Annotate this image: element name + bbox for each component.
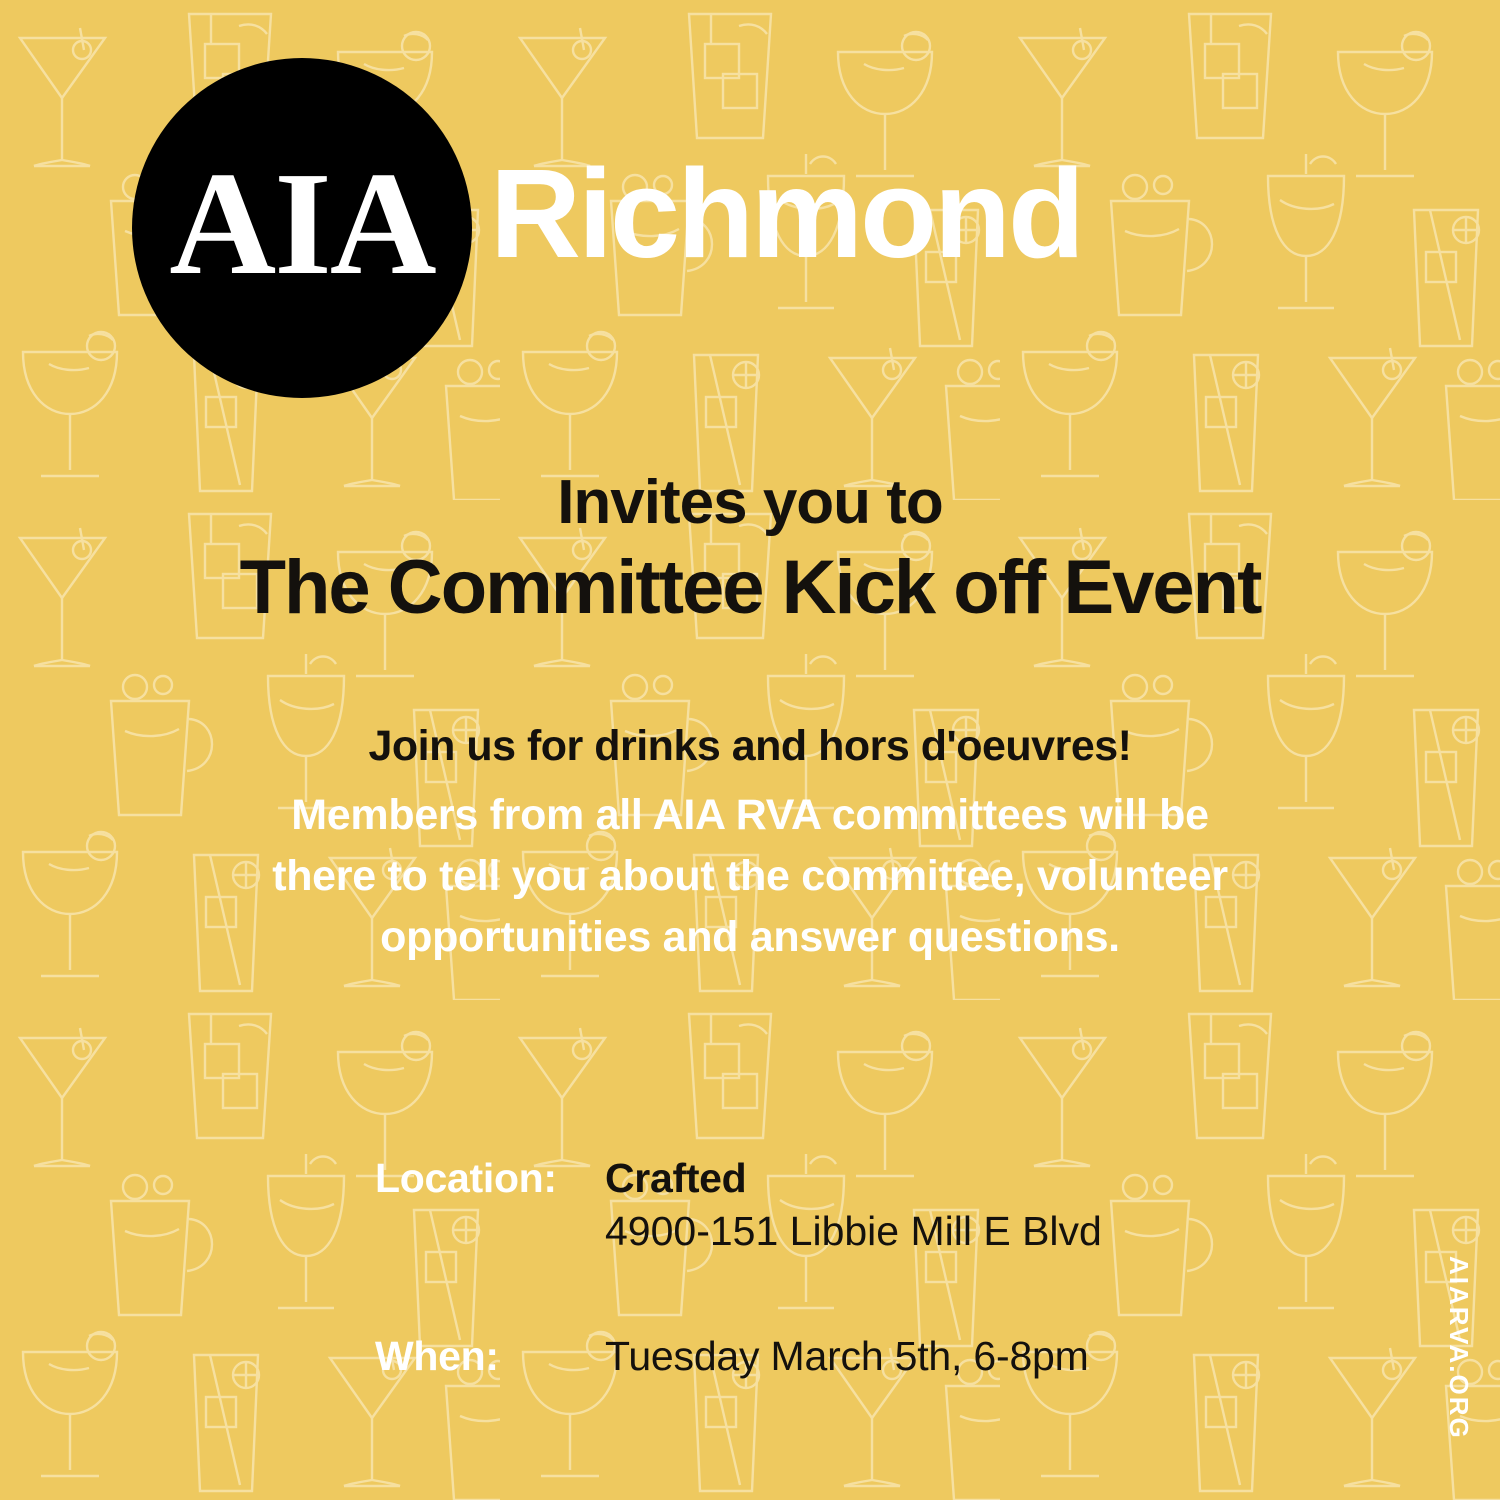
event-details: [375, 1155, 1102, 1384]
drinks-line: Join us for drinks and hors d'oeuvres!: [368, 722, 1132, 770]
event-title: The Committee Kick off Event: [239, 545, 1261, 631]
brand-lockup: [132, 58, 1082, 398]
when-value: Tuesday March 5th, 6-8pm: [605, 1333, 1089, 1379]
body-copy-group: [0, 722, 1500, 968]
when-label: When:: [375, 1333, 499, 1379]
aia-circle-logo-icon: [132, 58, 472, 398]
location-row: [375, 1155, 1102, 1202]
headline-group: [0, 470, 1500, 629]
committee-description: Members from all AIA RVA committees will be there to tell you about the committee, volunteer opportunities and answer questions.: [272, 791, 1228, 962]
location-label: Location:: [375, 1155, 557, 1201]
brand-name: Richmond: [490, 143, 1082, 284]
invite-line: Invites you to: [557, 468, 943, 537]
logo-mark-text: AIA: [169, 142, 435, 306]
when-row: [375, 1333, 1102, 1380]
venue-name: Crafted: [605, 1155, 747, 1201]
venue-address: 4900-151 Libbie Mill E Blvd: [605, 1208, 1102, 1254]
website-url[interactable]: AIARVA.ORG: [1444, 1256, 1474, 1440]
